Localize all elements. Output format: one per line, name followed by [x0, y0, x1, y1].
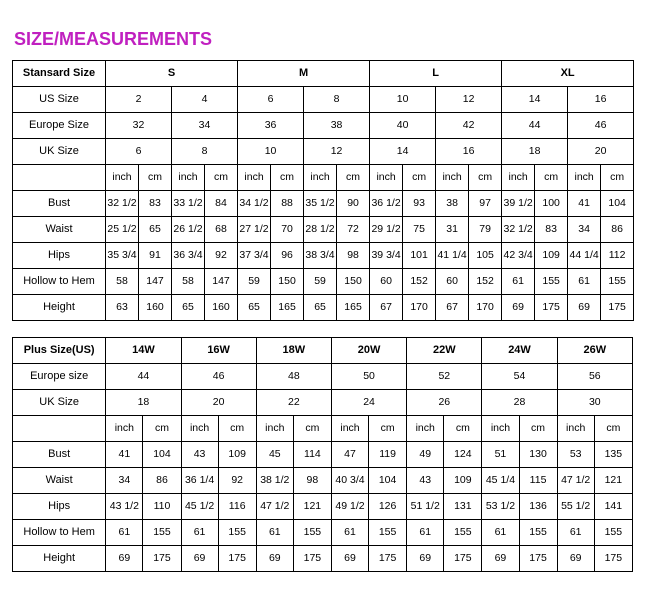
group-header-26w: 26W [557, 337, 632, 363]
unit-cell: inch [482, 415, 519, 441]
cell: 61 [331, 519, 368, 545]
cell: 160 [205, 294, 238, 320]
cell: 69 [256, 545, 293, 571]
row-header-label: Plus Size(US) [13, 337, 106, 363]
cell: 170 [403, 294, 436, 320]
cell: 69 [106, 545, 143, 571]
cell: 36 3/4 [172, 242, 205, 268]
unit-cell: inch [331, 415, 368, 441]
cell: 155 [535, 268, 568, 294]
cell: 114 [293, 441, 331, 467]
unit-cell: inch [172, 164, 205, 190]
cell: 49 [407, 441, 444, 467]
cell: 175 [519, 545, 557, 571]
cell: 46 [181, 363, 256, 389]
cell: 63 [106, 294, 139, 320]
cell: 68 [205, 216, 238, 242]
unit-cell: inch [304, 164, 337, 190]
cell: 130 [519, 441, 557, 467]
cell: 72 [337, 216, 370, 242]
unit-cell: cm [403, 164, 436, 190]
cell: 112 [601, 242, 634, 268]
cell: 83 [535, 216, 568, 242]
cell: 75 [403, 216, 436, 242]
cell: 14 [370, 138, 436, 164]
cell: 51 [482, 441, 519, 467]
cell: 20 [181, 389, 256, 415]
unit-cell: inch [436, 164, 469, 190]
unit-cell: inch [106, 164, 139, 190]
cell: 155 [143, 519, 181, 545]
cell: 12 [436, 86, 502, 112]
cell: 14 [502, 86, 568, 112]
table-row-hips [13, 493, 633, 519]
table-row-us-size [13, 86, 634, 112]
cell: 37 3/4 [238, 242, 271, 268]
cell: 109 [535, 242, 568, 268]
unit-cell: cm [143, 415, 181, 441]
cell: 32 [106, 112, 172, 138]
cell: 42 [436, 112, 502, 138]
unit-cell: inch [370, 164, 403, 190]
table-row-hips [13, 242, 634, 268]
cell: 69 [407, 545, 444, 571]
cell: 38 [436, 190, 469, 216]
cell: 175 [444, 545, 482, 571]
cell: 40 3/4 [331, 467, 368, 493]
cell: 61 [557, 519, 594, 545]
standard-size-table [12, 60, 634, 321]
cell: 110 [143, 493, 181, 519]
cell: 70 [271, 216, 304, 242]
cell: 160 [139, 294, 172, 320]
cell: 36 1/4 [181, 467, 218, 493]
cell: 104 [601, 190, 634, 216]
unit-cell: cm [444, 415, 482, 441]
cell: 61 [181, 519, 218, 545]
table-row-bust [13, 441, 633, 467]
cell: 45 [256, 441, 293, 467]
group-header-22w: 22W [407, 337, 482, 363]
row-label: Height [13, 545, 106, 571]
cell: 32 1/2 [502, 216, 535, 242]
cell: 45 1/2 [181, 493, 218, 519]
table-row-waist [13, 467, 633, 493]
cell: 147 [139, 268, 172, 294]
unit-cell: inch [557, 415, 594, 441]
cell: 155 [594, 519, 632, 545]
row-label: Hollow to Hem [13, 519, 106, 545]
cell: 60 [370, 268, 403, 294]
cell: 31 [436, 216, 469, 242]
cell: 61 [407, 519, 444, 545]
cell: 35 1/2 [304, 190, 337, 216]
cell: 175 [601, 294, 634, 320]
cell: 147 [205, 268, 238, 294]
cell: 33 1/2 [172, 190, 205, 216]
cell: 121 [293, 493, 331, 519]
cell: 155 [369, 519, 407, 545]
cell: 44 [502, 112, 568, 138]
cell: 69 [557, 545, 594, 571]
cell: 61 [106, 519, 143, 545]
group-header-s: S [106, 60, 238, 86]
cell: 175 [218, 545, 256, 571]
cell: 41 [568, 190, 601, 216]
table-row-bust [13, 190, 634, 216]
cell: 131 [444, 493, 482, 519]
cell: 44 1/4 [568, 242, 601, 268]
cell: 54 [482, 363, 557, 389]
cell: 65 [139, 216, 172, 242]
cell: 46 [568, 112, 634, 138]
cell: 36 1/2 [370, 190, 403, 216]
cell: 61 [502, 268, 535, 294]
row-label: Waist [13, 216, 106, 242]
cell: 43 1/2 [106, 493, 143, 519]
table-row-group-headers [13, 337, 633, 363]
unit-cell: inch [568, 164, 601, 190]
cell: 41 1/4 [436, 242, 469, 268]
unit-cell: cm [519, 415, 557, 441]
cell: 79 [469, 216, 502, 242]
cell: 83 [139, 190, 172, 216]
group-header-l: L [370, 60, 502, 86]
cell: 65 [172, 294, 205, 320]
table-row-units [13, 415, 633, 441]
cell: 32 1/2 [106, 190, 139, 216]
cell: 91 [139, 242, 172, 268]
table-row-height [13, 545, 633, 571]
cell: 97 [469, 190, 502, 216]
page-title: SIZE/MEASUREMENTS [14, 29, 213, 49]
table-row-group-headers [13, 60, 634, 86]
cell: 4 [172, 86, 238, 112]
unit-cell: cm [369, 415, 407, 441]
row-label: Hollow to Hem [13, 268, 106, 294]
cell: 6 [238, 86, 304, 112]
cell: 38 1/2 [256, 467, 293, 493]
cell: 84 [205, 190, 238, 216]
cell: 27 1/2 [238, 216, 271, 242]
cell: 20 [568, 138, 634, 164]
unit-cell: cm [293, 415, 331, 441]
cell: 28 1/2 [304, 216, 337, 242]
cell: 109 [444, 467, 482, 493]
cell: 48 [256, 363, 331, 389]
cell: 119 [369, 441, 407, 467]
table-row-europe-size [13, 112, 634, 138]
row-label: Waist [13, 467, 106, 493]
cell: 116 [218, 493, 256, 519]
unit-cell: cm [271, 164, 304, 190]
cell: 49 1/2 [331, 493, 368, 519]
unit-cell: cm [218, 415, 256, 441]
cell: 126 [369, 493, 407, 519]
cell: 100 [535, 190, 568, 216]
cell: 65 [238, 294, 271, 320]
row-label: Hips [13, 242, 106, 268]
cell: 58 [172, 268, 205, 294]
cell: 92 [205, 242, 238, 268]
cell: 39 3/4 [370, 242, 403, 268]
plus-size-table [12, 337, 633, 572]
unit-cell: inch [181, 415, 218, 441]
cell: 155 [601, 268, 634, 294]
cell: 136 [519, 493, 557, 519]
cell: 41 [106, 441, 143, 467]
cell: 52 [407, 363, 482, 389]
unit-cell: cm [469, 164, 502, 190]
cell: 93 [403, 190, 436, 216]
cell: 8 [304, 86, 370, 112]
cell: 34 [172, 112, 238, 138]
cell: 69 [482, 545, 519, 571]
cell: 86 [143, 467, 181, 493]
cell: 26 [407, 389, 482, 415]
table-row-hollow-to-hem [13, 268, 634, 294]
cell: 16 [436, 138, 502, 164]
cell: 53 1/2 [482, 493, 519, 519]
cell: 96 [271, 242, 304, 268]
cell: 30 [557, 389, 632, 415]
cell: 22 [256, 389, 331, 415]
cell: 124 [444, 441, 482, 467]
cell: 26 1/2 [172, 216, 205, 242]
cell: 175 [143, 545, 181, 571]
cell: 92 [218, 467, 256, 493]
cell: 34 1/2 [238, 190, 271, 216]
unit-cell: inch [256, 415, 293, 441]
row-label: Europe Size [13, 112, 106, 138]
table-row-europe-size [13, 363, 633, 389]
table-row-uk-size [13, 389, 633, 415]
group-header-20w: 20W [331, 337, 406, 363]
cell: 150 [271, 268, 304, 294]
group-header-18w: 18W [256, 337, 331, 363]
cell: 165 [337, 294, 370, 320]
cell: 47 1/2 [256, 493, 293, 519]
cell: 55 1/2 [557, 493, 594, 519]
cell: 69 [502, 294, 535, 320]
cell: 109 [218, 441, 256, 467]
cell: 61 [568, 268, 601, 294]
cell: 39 1/2 [502, 190, 535, 216]
cell: 115 [519, 467, 557, 493]
group-header-16w: 16W [181, 337, 256, 363]
cell: 16 [568, 86, 634, 112]
cell: 150 [337, 268, 370, 294]
cell: 152 [469, 268, 502, 294]
cell: 152 [403, 268, 436, 294]
unit-cell: inch [407, 415, 444, 441]
unit-cell: inch [238, 164, 271, 190]
cell: 60 [436, 268, 469, 294]
cell: 155 [444, 519, 482, 545]
cell: 175 [594, 545, 632, 571]
cell: 155 [293, 519, 331, 545]
table-row-hollow-to-hem [13, 519, 633, 545]
cell: 58 [106, 268, 139, 294]
cell: 18 [106, 389, 181, 415]
cell: 38 [304, 112, 370, 138]
cell: 59 [304, 268, 337, 294]
cell: 104 [369, 467, 407, 493]
group-header-xl: XL [502, 60, 634, 86]
cell: 25 1/2 [106, 216, 139, 242]
cell: 155 [218, 519, 256, 545]
cell: 24 [331, 389, 406, 415]
cell: 43 [407, 467, 444, 493]
cell: 40 [370, 112, 436, 138]
row-label: UK Size [13, 389, 106, 415]
cell: 61 [482, 519, 519, 545]
cell: 51 1/2 [407, 493, 444, 519]
cell: 50 [331, 363, 406, 389]
cell: 47 [331, 441, 368, 467]
cell: 86 [601, 216, 634, 242]
empty-cell [13, 164, 106, 190]
row-label: Bust [13, 441, 106, 467]
unit-cell: cm [205, 164, 238, 190]
cell: 38 3/4 [304, 242, 337, 268]
cell: 45 1/4 [482, 467, 519, 493]
cell: 67 [436, 294, 469, 320]
cell: 29 1/2 [370, 216, 403, 242]
group-header-m: M [238, 60, 370, 86]
cell: 34 [568, 216, 601, 242]
cell: 42 3/4 [502, 242, 535, 268]
row-label: Bust [13, 190, 106, 216]
unit-cell: cm [139, 164, 172, 190]
unit-cell: cm [601, 164, 634, 190]
cell: 165 [271, 294, 304, 320]
row-label: Height [13, 294, 106, 320]
cell: 2 [106, 86, 172, 112]
cell: 34 [106, 467, 143, 493]
cell: 98 [293, 467, 331, 493]
cell: 10 [238, 138, 304, 164]
cell: 69 [181, 545, 218, 571]
cell: 10 [370, 86, 436, 112]
table-row-waist [13, 216, 634, 242]
cell: 104 [143, 441, 181, 467]
table-row-height [13, 294, 634, 320]
row-label: Hips [13, 493, 106, 519]
empty-cell [13, 415, 106, 441]
cell: 88 [271, 190, 304, 216]
unit-cell: cm [594, 415, 632, 441]
table-row-units [13, 164, 634, 190]
table-row-uk-size [13, 138, 634, 164]
group-header-14w: 14W [106, 337, 181, 363]
unit-cell: inch [106, 415, 143, 441]
cell: 175 [293, 545, 331, 571]
cell: 67 [370, 294, 403, 320]
cell: 43 [181, 441, 218, 467]
row-label: US Size [13, 86, 106, 112]
cell: 36 [238, 112, 304, 138]
row-header-label: Stansard Size [13, 60, 106, 86]
cell: 69 [568, 294, 601, 320]
cell: 105 [469, 242, 502, 268]
unit-cell: cm [337, 164, 370, 190]
cell: 12 [304, 138, 370, 164]
table-spacer [12, 321, 633, 337]
cell: 53 [557, 441, 594, 467]
cell: 121 [594, 467, 632, 493]
cell: 135 [594, 441, 632, 467]
cell: 47 1/2 [557, 467, 594, 493]
row-label: Europe size [13, 363, 106, 389]
cell: 59 [238, 268, 271, 294]
cell: 170 [469, 294, 502, 320]
cell: 35 3/4 [106, 242, 139, 268]
cell: 56 [557, 363, 632, 389]
row-label: UK Size [13, 138, 106, 164]
unit-cell: inch [502, 164, 535, 190]
cell: 175 [369, 545, 407, 571]
cell: 28 [482, 389, 557, 415]
group-header-24w: 24W [482, 337, 557, 363]
cell: 141 [594, 493, 632, 519]
cell: 98 [337, 242, 370, 268]
cell: 69 [331, 545, 368, 571]
cell: 8 [172, 138, 238, 164]
cell: 61 [256, 519, 293, 545]
unit-cell: cm [535, 164, 568, 190]
cell: 65 [304, 294, 337, 320]
cell: 44 [106, 363, 181, 389]
cell: 18 [502, 138, 568, 164]
cell: 101 [403, 242, 436, 268]
cell: 90 [337, 190, 370, 216]
cell: 175 [535, 294, 568, 320]
cell: 6 [106, 138, 172, 164]
cell: 155 [519, 519, 557, 545]
